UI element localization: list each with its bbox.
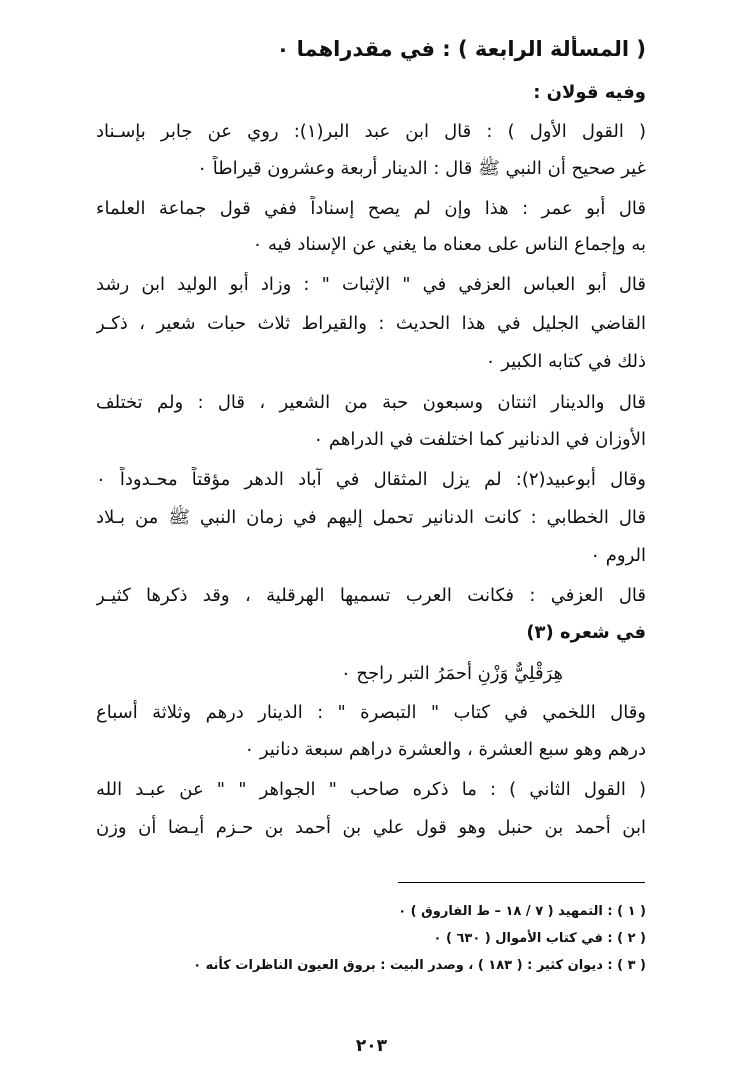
text-line: ( القول الأول ) : قال ابن عبد البر(١): روي عن جابر بإسـناد xyxy=(96,121,646,142)
text-line: ذلك في كتابه الكبير ٠ xyxy=(485,351,646,372)
text-line: القاضي الجليل في هذا الحديث : والقيراط ثلاث حبات شعير ، ذكـر xyxy=(96,313,646,334)
text-line: الروم ٠ xyxy=(590,545,646,566)
page-number: ٢٠٣ xyxy=(355,1036,388,1056)
text-line: به وإجماع الناس على معناه ما يغني عن الإسناد فيه ٠ xyxy=(252,234,646,255)
text-line: وقال اللخمي في كتاب " التبصرة " : الدينار درهم وثلاثة أسباع xyxy=(96,702,646,723)
text-line: قال أبو العباس العزفي في " الإثبات " : وزاد أبو الوليد ابن رشد xyxy=(96,274,646,295)
footnote: ( ١ ) : التمهيد ( ٧ / ١٨ – ط الفاروق ) ٠ xyxy=(398,904,646,919)
text-line: وفيه قولان : xyxy=(533,82,646,103)
text-line: قال والدينار اثنتان وسبعون حبة من الشعير ، قال : ولم تختلف xyxy=(96,392,646,413)
text-line: ( القول الثاني ) : ما ذكره صاحب " الجواهر " " عن عبـد الله xyxy=(96,779,646,800)
text-line: الأوزان في الدنانير كما اختلفت في الدراهم ٠ xyxy=(313,429,646,450)
footnote: ( ٢ ) : في كتاب الأموال ( ٦٣٠ ) ٠ xyxy=(433,931,646,946)
text-line: غير صحيح أن النبي ﷺ قال : الدينار أربعة وعشرون قيراطاً ٠ xyxy=(197,158,646,179)
text-line: قال الخطابي : كانت الدنانير تحمل إليهم في زمان النبي ﷺ من بـلاد xyxy=(96,507,646,528)
text-line: قال العزفي : فكانت العرب تسميها الهرقلية ، وقد ذكرها كثيـر xyxy=(96,585,646,606)
text-line: وقال أبوعبيد(٢): لم يزل المثقال في آباد الدهر مؤقتاً محـدوداً ٠ xyxy=(96,469,646,490)
footnote: ( ٣ ) : ديوان كثير : ( ١٨٣ ) ، وصدر البيت : بروق العيون الناظرات كأنه ٠ xyxy=(193,958,646,973)
verse-line: هِرَقْلِيٌّ وَزْنِ أحمَرُ التبر راجح ٠ xyxy=(340,663,563,684)
section-heading: ( المسألة الرابعة ) : في مقدراهما ٠ xyxy=(276,37,646,61)
footnote-separator xyxy=(398,882,645,883)
text-line: قال أبو عمر : هذا وإن لم يصح إسناداً ففي قول جماعة العلماء xyxy=(96,198,646,219)
text-line: ابن أحمد بن حنبل وهو قول علي بن أحمد بن حـزم أيـضا أن وزن xyxy=(96,817,646,838)
text-line: في شعره (٣) xyxy=(526,622,646,643)
text-line: درهم وهو سبع العشرة ، والعشرة دراهم سبعة دنانير ٠ xyxy=(244,739,646,760)
